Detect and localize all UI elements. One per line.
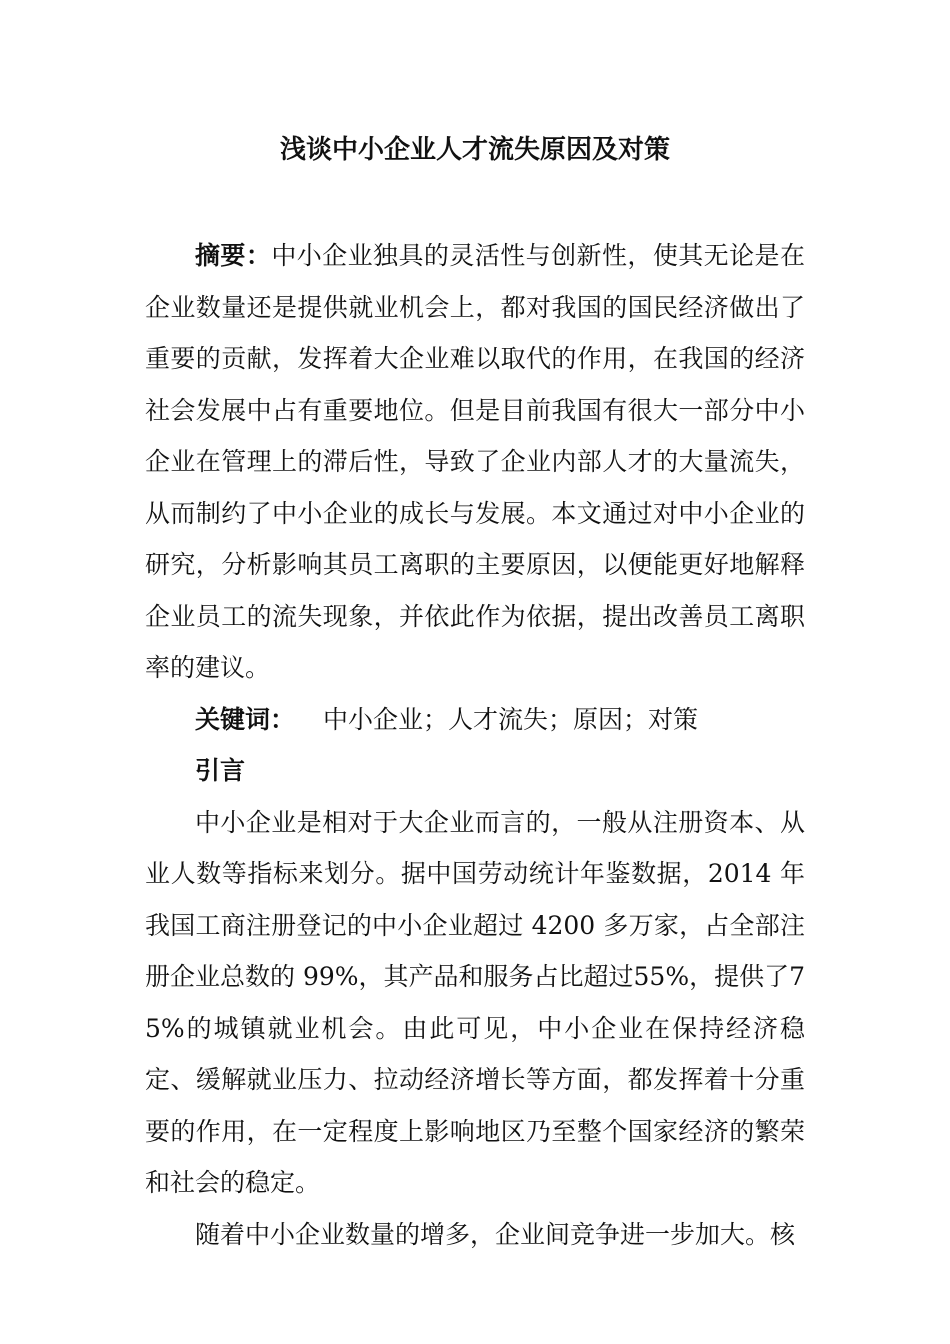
abstract-label: 摘要： bbox=[195, 241, 272, 270]
introduction-paragraph-2: 随着中小企业数量的增多，企业间竞争进一步加大。核 bbox=[195, 1219, 796, 1249]
introduction-paragraph-1: 中小企业是相对于大企业而言的，一般从注册资本、从业人数等指标来划分。据中国劳动统计年鉴数据，2014 年我国工商注册登记的中小企业超过 4200 多万家，占全部注册企业总数的 99%，其产品和服务占比超过55%，提供了75%的城镇就业机会。由此可见，中小企业在保持经济稳定、缓解就业压力、拉动经济增长等方面，都发挥着十分重要的作用，在一定程度上影响地区乃至整个国家经济的繁荣和社会的稳定。 bbox=[145, 807, 805, 1197]
document-title: 浅谈中小企业人才流失原因及对策 bbox=[279, 135, 670, 165]
keywords-text: 中小企业；人才流失；原因；对策 bbox=[323, 704, 699, 734]
introduction-heading: 引言 bbox=[195, 756, 246, 785]
keywords-label: 关键词： bbox=[195, 704, 296, 734]
abstract-paragraph bbox=[145, 230, 805, 694]
keywords-line bbox=[145, 694, 805, 746]
abstract-text: 中小企业独具的灵活性与创新性，使其无论是在企业数量还是提供就业机会上，都对我国的国民经济做出了重要的贡献，发挥着大企业难以取代的作用，在我国的经济社会发展中占有重要地位。但是目前我国有很大一部分中小企业在管理上的滞后性，导致了企业内部人才的大量流失，从而制约了中小企业的成长与发展。本文通过对中小企业的研究，分析影响其员工离职的主要原因，以便能更好地解释企业员工的流失现象，并依此作为依据，提出改善员工离职率的建议。 bbox=[145, 241, 805, 682]
